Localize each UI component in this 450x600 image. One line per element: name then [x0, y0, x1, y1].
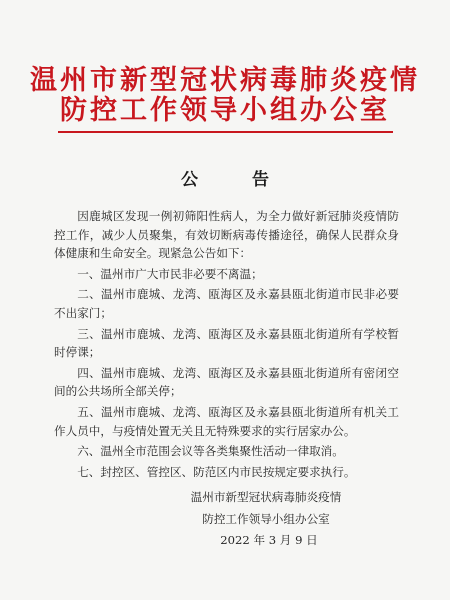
signature-date: 2022 年 3 月 9 日 — [220, 533, 318, 547]
signature-org-line2: 防控工作领导小组办公室 — [202, 512, 330, 526]
notice-item-5: 五、温州市鹿城、龙湾、瓯海区及永嘉县瓯北街道所有机关工作人员中，与疫情处置无关且无特殊要求的实行居家办公。 — [54, 404, 399, 438]
notice-intro: 因鹿城区发现一例初筛阳性病人，为全力做好新冠肺炎疫情防控工作，减少人员聚集，有效切断病毒传播途径，确保人民群众身体健康和生命安全。现紧急公告如下： — [54, 209, 399, 261]
header-title-line2: 防控工作领导小组办公室 — [60, 95, 390, 126]
header-title-line1: 温州市新型冠状病毒肺炎疫情 — [30, 65, 420, 96]
signature-org-line1: 温州市新型冠状病毒肺炎疫情 — [190, 490, 342, 504]
notice-item-7: 七、封控区、管控区、防范区内市民按规定要求执行。 — [77, 464, 356, 479]
notice-item-1: 一、温州市广大市民非必要不离温； — [77, 266, 263, 281]
notice-item-2: 二、温州市鹿城、龙湾、瓯海区及永嘉县瓯北街道市民非必要不出家门； — [54, 287, 399, 320]
notice-item-4: 四、温州市鹿城、龙湾、瓯海区及永嘉县瓯北街道所有密闭空间的公共场所全部关停； — [54, 365, 399, 399]
notice-item-6: 六、温州全市范围会议等各类集聚性活动一律取消。 — [77, 444, 344, 459]
notice-item-3: 三、温州市鹿城、龙湾、瓯海区及永嘉县瓯北街道所有学校暂时停课； — [54, 326, 399, 360]
notice-body — [54, 207, 399, 481]
notice-title: 公 告 — [181, 170, 293, 190]
header-divider — [58, 131, 393, 133]
